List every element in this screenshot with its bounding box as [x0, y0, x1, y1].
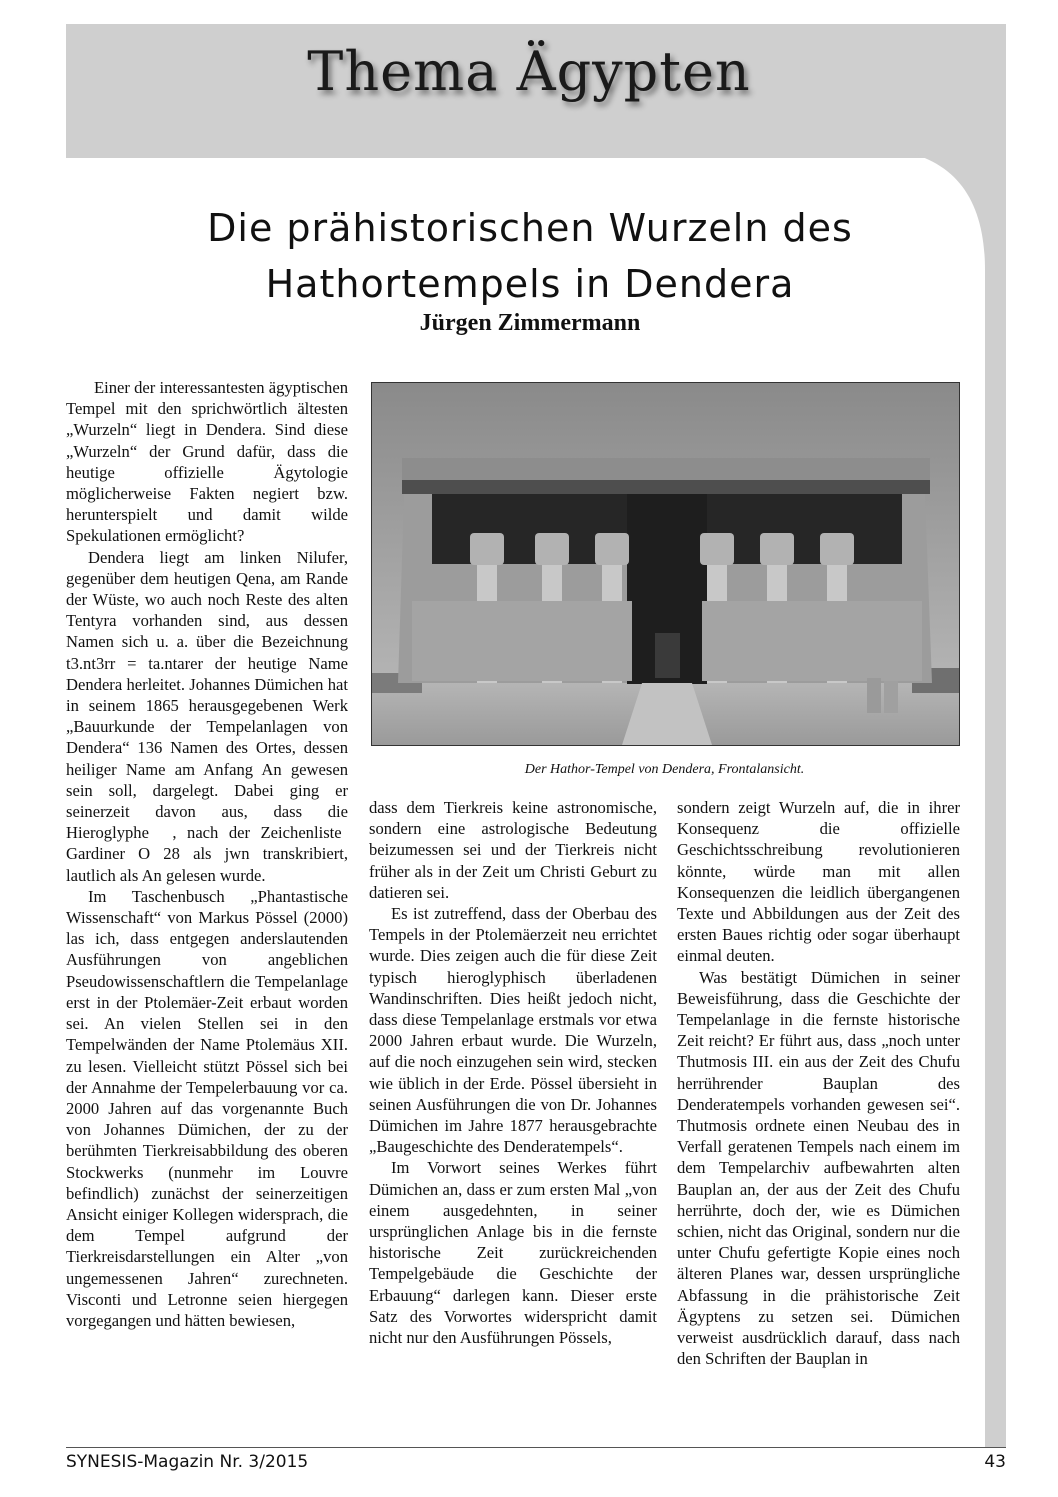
- paragraph: Was bestätigt Dümichen in seiner Beweisführung, dass die Geschichte der Tempelanlage in die fernste historische Zeit reicht? Er führt aus, dass „noch unter Thutmosis III. ein aus der Zeit des Chufu herrührender Bauplan des Denderatempels vorhanden gewesen sei“. Thutmosis ordnete einen Neubau des in Verfall geratenen Tempels nach einem im dem Tempelarchiv aufbewahrten alten Bauplan an, der aus der Zeit des Chufu herrührte, doch der, wie es Dümichen schien, nicht das Original, sondern nur die unter Chufu gefertigte Kopie eines noch älteren Planes war, dessen ursprüngliche Abfassung in die prähistorische Zeit Ägyptens zu setzen sei. Dümichen verweist ausdrücklich darauf, dass nach den Schriften der Bauplan in: [677, 967, 960, 1369]
- footer-publication: SYNESIS-Magazin Nr. 3/2015: [66, 1452, 309, 1472]
- paragraph: Im Taschenbusch „Phantastische Wissenschaft“ von Markus Pössel (2000) las ich, dass entgegen anderslautenden Ausführungen von angeblichen Pseudowissenschaftlern die Tempelanlage erst in der Ptolemäer-Zeit erbaut worden sei. An vielen Stellen sei in den Tempelwänden der Name Ptolemäus XII. zu lesen. Vielleicht stützt Pössel sich bei der Annahme der Tempelerbauung vor ca. 2000 Jahren auf das vorgenannte Buch von Johannes Dümichen, der zu der berühmten Tierkreisabbildung des oberen Stockwerks (nunmehr im Louvre befindlich) zunächst der seinerzeitigen Ansicht einiger Kollegen widersprach, die dem Tempel aufgrund der Tierkreisdarstellungen ein Alter „von ungemessenen Jahren“ zurechneten. Visconti und Letronne seien hiergegen vorgegangen und hätten bewiesen,: [66, 886, 348, 1330]
- temple-photo: [371, 382, 960, 746]
- article-title-line-2: Hathortempels in Dendera: [265, 262, 795, 306]
- footer-rule: [66, 1447, 1006, 1448]
- paragraph: Es ist zutreffend, dass der Oberbau des Tempels in der Ptolemäerzeit neu errichtet wurde. Dies zeigen auch die für diese Zeit typisch hieroglyphisch überladenen Wandinschriften. Dies heißt jedoch nicht, dass diese Tempelanlage erstmals vor etwa 2000 Jahren erbaut wurde. Die Wurzeln, auf die noch einzugehen sein wird, stecken wie üblich in der Erde. Pössel übersieht in seinen Ausführungen die von Dr. Johannes Dümichen im Jahre 1877 herausgebrachte „Baugeschichte des Denderatempels“.: [369, 904, 657, 1157]
- paragraph: Einer der interessantesten ägyptischen Tempel mit den sprichwörtlich ältesten „Wurzeln“ liegt in Dendera. Sind diese „Wurzeln“ der Grund dafür, dass die heutige offizielle Ägytologie möglicherweise Fakten negiert bzw. herunterspielt und damit wilde Spekulationen ermöglicht?: [66, 378, 348, 546]
- text-column-1: [66, 377, 348, 1331]
- paragraph: dass dem Tierkreis keine astronomische, sondern eine astrologische Bedeutung beizumessen sei und der Tierkreis nicht früher als in der Zeit um Christi Geburt zu datieren sei.: [369, 798, 657, 902]
- article-title: [70, 200, 990, 312]
- side-band: [985, 150, 1006, 1448]
- paragraph: sondern zeigt Wurzeln auf, die in ihrer Konsequenz die offizielle Geschichtsschreibung revolutionieren könnte, würde man mit allen Konsequenzen die leidlich übergangenen Texte und Abbildungen aus der Zeit des ersten Baues richtig oder sogar überhaupt einmal deuten.: [677, 798, 960, 966]
- text-column-2: [369, 797, 657, 1348]
- text-column-3: [677, 797, 960, 1369]
- section-title: Thema Ägypten: [307, 40, 751, 103]
- footer-page-number: 43: [984, 1452, 1006, 1472]
- paragraph: Dendera liegt am linken Nilufer, gegenüber dem heutigen Qena, am Rande der Wüste, wo auch noch Reste des alten Tentyra vorhanden sind, aus dessen Namen sich u. a. über die Bezeichnung t3.nt3rr = ta.ntarer der heutige Name Dendera herleitet. Johannes Dümichen hat in seinem 1865 herausgegebenen Werk „Bauurkunde der Tempelanlagen von Dendera“ 136 Namen des Ortes, dessen heiliger Name am Anfang An gewesen sein soll, dargelegt. Dabei ging er seinerzeit davon aus, dass die Hieroglyphe ⃞, nach der Zeichenliste Gardiner O 28 als jwn transkribiert, lautlich als An gelesen wurde.: [66, 547, 348, 885]
- paragraph: Im Vorwort seines Werkes führt Dümichen an, dass er zum ersten Mal „von einem ausgedehnten, in seiner ursprünglichen Anlage bis in die fernste historische Zeit zurückreichenden Tempelgebäude die Geschichte der Erbauung“ darlegen kann. Dieser erste Satz des Vorwortes widerspricht damit nicht nur den Ausführungen Pössels,: [369, 1158, 657, 1348]
- article-title-line-1: Die prähistorischen Wurzeln des: [207, 206, 853, 250]
- article-author: Jürgen Zimmermann: [419, 310, 641, 336]
- photo-caption: Der Hathor-Tempel von Dendera, Frontalansicht.: [524, 762, 805, 777]
